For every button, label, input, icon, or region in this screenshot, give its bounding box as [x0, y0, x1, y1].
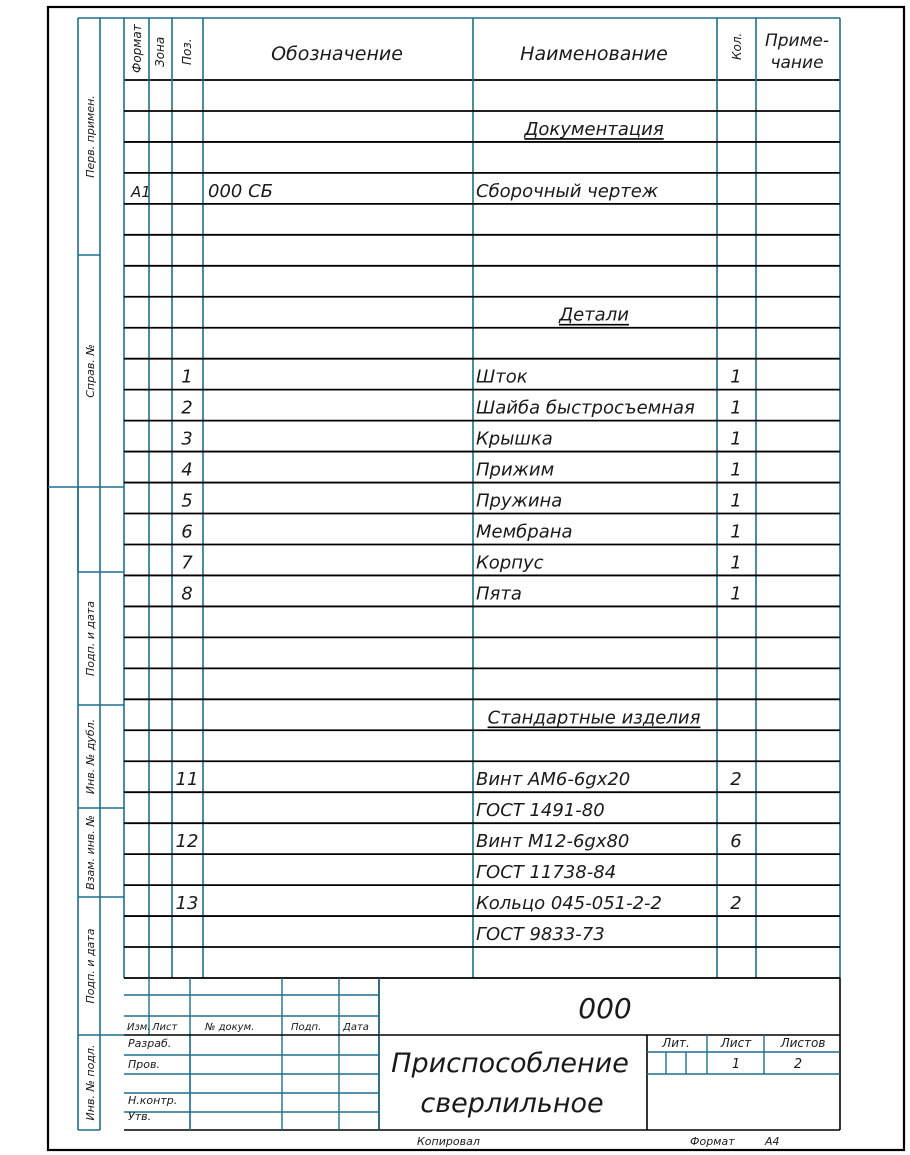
row-position: 7 [181, 552, 193, 574]
sheet-value: 1 [731, 1057, 741, 1072]
header-qty: Кол. [730, 32, 744, 60]
row-quantity: 1 [730, 366, 742, 388]
header-name: Наименование [520, 43, 668, 65]
footer [417, 1135, 780, 1148]
side-label: Подп. и дата [84, 928, 97, 1004]
row-quantity: 1 [730, 490, 742, 512]
table-row [181, 552, 741, 573]
row-position: 4 [181, 459, 193, 481]
table-row [181, 367, 741, 388]
table-row [181, 521, 741, 542]
lit-label: Лит. [662, 1036, 690, 1050]
sheets-label: Листов [780, 1036, 826, 1050]
side-label: Взам. инв. № [84, 815, 97, 890]
header-note-1: Приме- [764, 31, 830, 51]
row-name: Корпус [476, 552, 544, 574]
section-heading: Стандартные изделия [487, 707, 701, 729]
title-block-text [127, 992, 825, 1123]
header-zone: Зона [153, 36, 167, 67]
table-row [476, 862, 616, 883]
footer-format-label: Формат [690, 1135, 735, 1148]
side-label: Инв. № дубл. [84, 718, 97, 795]
table-row [181, 398, 741, 419]
row-position: 3 [181, 428, 193, 450]
spec-table [124, 18, 840, 978]
row-name: Крышка [476, 428, 553, 450]
table-row [181, 583, 741, 604]
row-quantity: 2 [730, 769, 742, 791]
row-name: Шайба быстросъемная [476, 397, 695, 419]
row-name: Мембрана [476, 521, 573, 543]
header-format: Формат [130, 24, 144, 73]
row-name: ГОСТ 9833-73 [476, 924, 605, 946]
row-format: А1 [131, 182, 151, 201]
row-position: 12 [175, 831, 199, 853]
role-utv: Утв. [128, 1110, 152, 1123]
col-label-sign: Подп. [291, 1022, 322, 1033]
row-position: 2 [181, 397, 193, 419]
row-quantity: 2 [730, 893, 742, 915]
section-heading: Детали [559, 304, 629, 326]
col-label-list: Лист [152, 1022, 178, 1033]
row-quantity: 1 [730, 397, 742, 419]
table-row [476, 924, 605, 945]
row-position: 6 [181, 521, 193, 543]
table-row [130, 181, 659, 202]
header-designation: Обозначение [271, 43, 403, 65]
doc-number: 000 [578, 992, 632, 1025]
row-position: 8 [181, 583, 193, 605]
row-name: ГОСТ 11738-84 [476, 862, 617, 884]
sheet-label: Лист [720, 1036, 752, 1050]
table-row [181, 491, 741, 512]
col-label-izm: Изм. [127, 1022, 151, 1033]
row-name: Прижим [476, 459, 555, 481]
row-quantity: 1 [730, 583, 742, 605]
side-label: Справ. № [84, 344, 97, 398]
product-name-line2: сверлильное [420, 1088, 604, 1119]
side-label: Перв. примен. [84, 95, 97, 178]
row-quantity: 6 [730, 831, 742, 853]
table-row [181, 460, 741, 481]
table-row [176, 831, 742, 852]
row-name: Винт АМ6-6gх20 [476, 769, 631, 791]
col-label-docnum: № докум. [205, 1022, 255, 1033]
table-header [130, 23, 829, 73]
side-strip [48, 18, 124, 1130]
table-row [176, 769, 742, 790]
table-row [523, 119, 663, 140]
col-label-date: Дата [343, 1022, 369, 1033]
row-position: 1 [181, 366, 193, 388]
product-name-line1: Приспособление [391, 1048, 629, 1079]
table-row [176, 893, 742, 914]
table-row [476, 800, 605, 821]
role-nkontr: Н.контр. [128, 1094, 178, 1107]
row-quantity: 1 [730, 552, 742, 574]
role-razrab: Разраб. [128, 1037, 172, 1050]
row-name: Пята [476, 583, 522, 605]
footer-copied: Копировал [417, 1135, 480, 1148]
row-quantity: 1 [730, 428, 742, 450]
row-designation: 000 СБ [208, 180, 273, 202]
section-heading: Документация [524, 118, 664, 140]
row-name: Шток [476, 366, 528, 388]
side-label: Инв. № подл. [84, 1044, 97, 1121]
header-pos: Поз. [180, 38, 194, 65]
row-name: Кольцо 045-051-2-2 [476, 893, 662, 915]
sheets-value: 2 [793, 1057, 803, 1072]
side-label: Подп. и дата [84, 601, 97, 676]
row-name: Пружина [476, 490, 563, 512]
row-quantity: 1 [730, 459, 742, 481]
row-position: 5 [181, 490, 193, 512]
table-row [558, 305, 629, 326]
header-note-2: чание [770, 53, 824, 73]
footer-format-value: А4 [765, 1135, 780, 1148]
row-position: 13 [175, 893, 199, 915]
row-quantity: 1 [730, 521, 742, 543]
role-prov: Пров. [128, 1058, 160, 1071]
row-name: Винт М12-6gх80 [476, 831, 630, 853]
row-name: ГОСТ 1491-80 [476, 800, 605, 822]
row-position: 11 [175, 769, 199, 791]
table-row [181, 429, 741, 450]
row-name: Сборочный чертеж [476, 180, 659, 202]
table-row [488, 707, 701, 728]
